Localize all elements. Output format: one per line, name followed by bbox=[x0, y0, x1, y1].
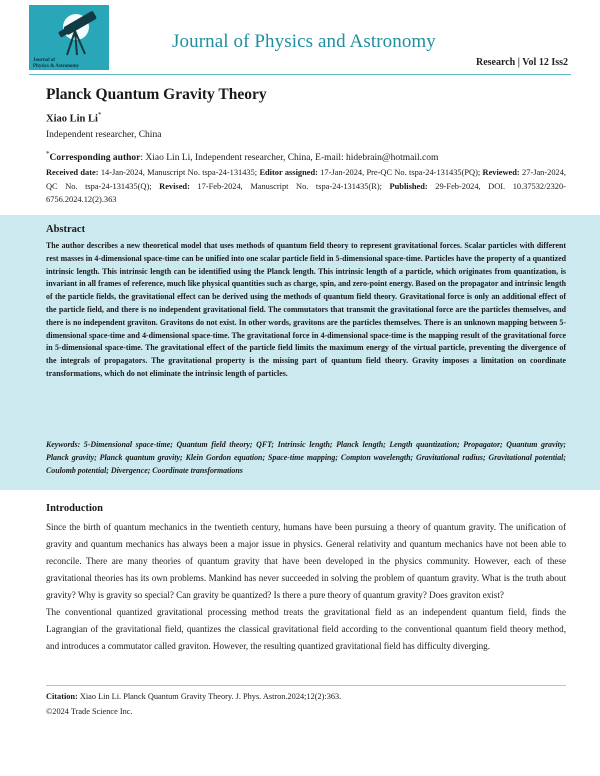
corresponding-author: *Corresponding author: Xiao Lin Li, Independent researcher, China, E-mail: hidebrain@hotmail.com bbox=[46, 150, 439, 164]
keywords: Keywords: 5-Dimensional space-time; Quantum field theory; QFT; Intrinsic length; Planck length; Length quantization; Propagator; Quantum gravity; Planck gravity; Planck quantum gravity; Klein Gordon equation; Space-time mapping; Compton wavelength; Gravitational radius; Gravitational potential; Coulomb potential; Divergence; Coordinate transformations bbox=[46, 440, 566, 475]
article-type: Research | Vol 12 Iss2 bbox=[475, 57, 568, 68]
intro-paragraph: Since the birth of quantum mechanics in the twentieth century, humans have been pursuing a theory of quantum gravity. The unification of gravity and quantum mechanics has always been a major issue in physics. General relativity and quantum mechanics have not been able to reconcile. There are many theories of quantum gravity that have been developed in the physics community. However, each of these gravitational theories has its own problems. Mankind has never succeeded in solving the problem of quantum gravity. What is the truth about gravity? Why is gravity so special? Can gravity be quantized? Is there a pure theory of quantum gravity? Does graviton exist? bbox=[46, 522, 566, 600]
manuscript-dates: Received date: 14-Jan-2024, Manuscript No. tspa-24-131435; Editor assigned: 17-Jan-2024, Pre-QC No. tspa-24-131435(PQ); Reviewed: 27-Jan-2024, QC No. tspa-24-131435(Q); Revised: 17-Feb-2024, Manuscript No. tspa-24-131435(R); Published: 29-Feb-2024, DOI. 10.37532/2320-6756.2024.12(2).363 bbox=[46, 168, 567, 205]
header-divider bbox=[29, 74, 571, 75]
introduction-body bbox=[46, 519, 566, 655]
abstract-body: The author describes a new theoretical model that uses methods of quantum field theory to represent gravitational forces. Scalar particles with different rest masses in 4-dimensional space-time can be unified into one scalar particle field in 5-dimensional space-time. Particles have the property of a quantized intrinsic length. This intrinsic length can be identified using the Planck length. This intrinsic length of a particle, which originates from quantization, is invariant in all frames of reference, much like physical quantities such as charge, spin, and zero-point energy. Based on the propagator and intrinsic length of the particle fields, the gravitational effect can be derived using the methods of quantum field theory. Gravitational force is only an additional effect of the particle field, and there is no independent gravitational field. The commutators that transmit the gravitational force are the particles themselves, and there is no independent graviton. Gravitons do not exist. In other words, gravitons are the particles themselves. There is an unknown mapping between 5-dimensional space-time and 4-dimensional space-time. The gravitational force in 4-dimensional space-time is the mapping result of the gravitational force in 5-dimensional space-time. The gravitational effect of the particle field limits the maximum energy of the virtual particle, preventing the divergence of the integrals of propagators. The gravitational property is the missing part of quantum field theory. Gravity imposes a limitation on coordinate transformations, which do not eliminate the intrinsic length of particles. bbox=[46, 241, 566, 378]
author-name: Xiao Lin Li* bbox=[46, 111, 102, 125]
abstract-heading: Abstract bbox=[46, 224, 86, 235]
intro-paragraph: The conventional quantized gravitational processing method treats the gravitational field as an independent quantum field, finds the Lagrangian of the gravitational field, quantizes the classical gravitational field according to the conventional quantum field theory method, and introduces a commutator called graviton. However, the resulting quantized gravitational field has difficulty diverging. bbox=[46, 607, 566, 651]
introduction-heading: Introduction bbox=[46, 503, 103, 514]
footer-divider bbox=[46, 685, 566, 686]
author-affiliation: Independent researcher, China bbox=[46, 130, 162, 140]
journal-title: Journal of Physics and Astronomy bbox=[172, 31, 436, 52]
copyright: ©2024 Trade Science Inc. bbox=[46, 707, 133, 716]
citation: Citation: Xiao Lin Li. Planck Quantum Gravity Theory. J. Phys. Astron.2024;12(2):363. bbox=[46, 692, 342, 701]
logo-caption: Journal of Physics & Astronomy bbox=[33, 58, 80, 69]
paper-title: Planck Quantum Gravity Theory bbox=[46, 86, 267, 103]
